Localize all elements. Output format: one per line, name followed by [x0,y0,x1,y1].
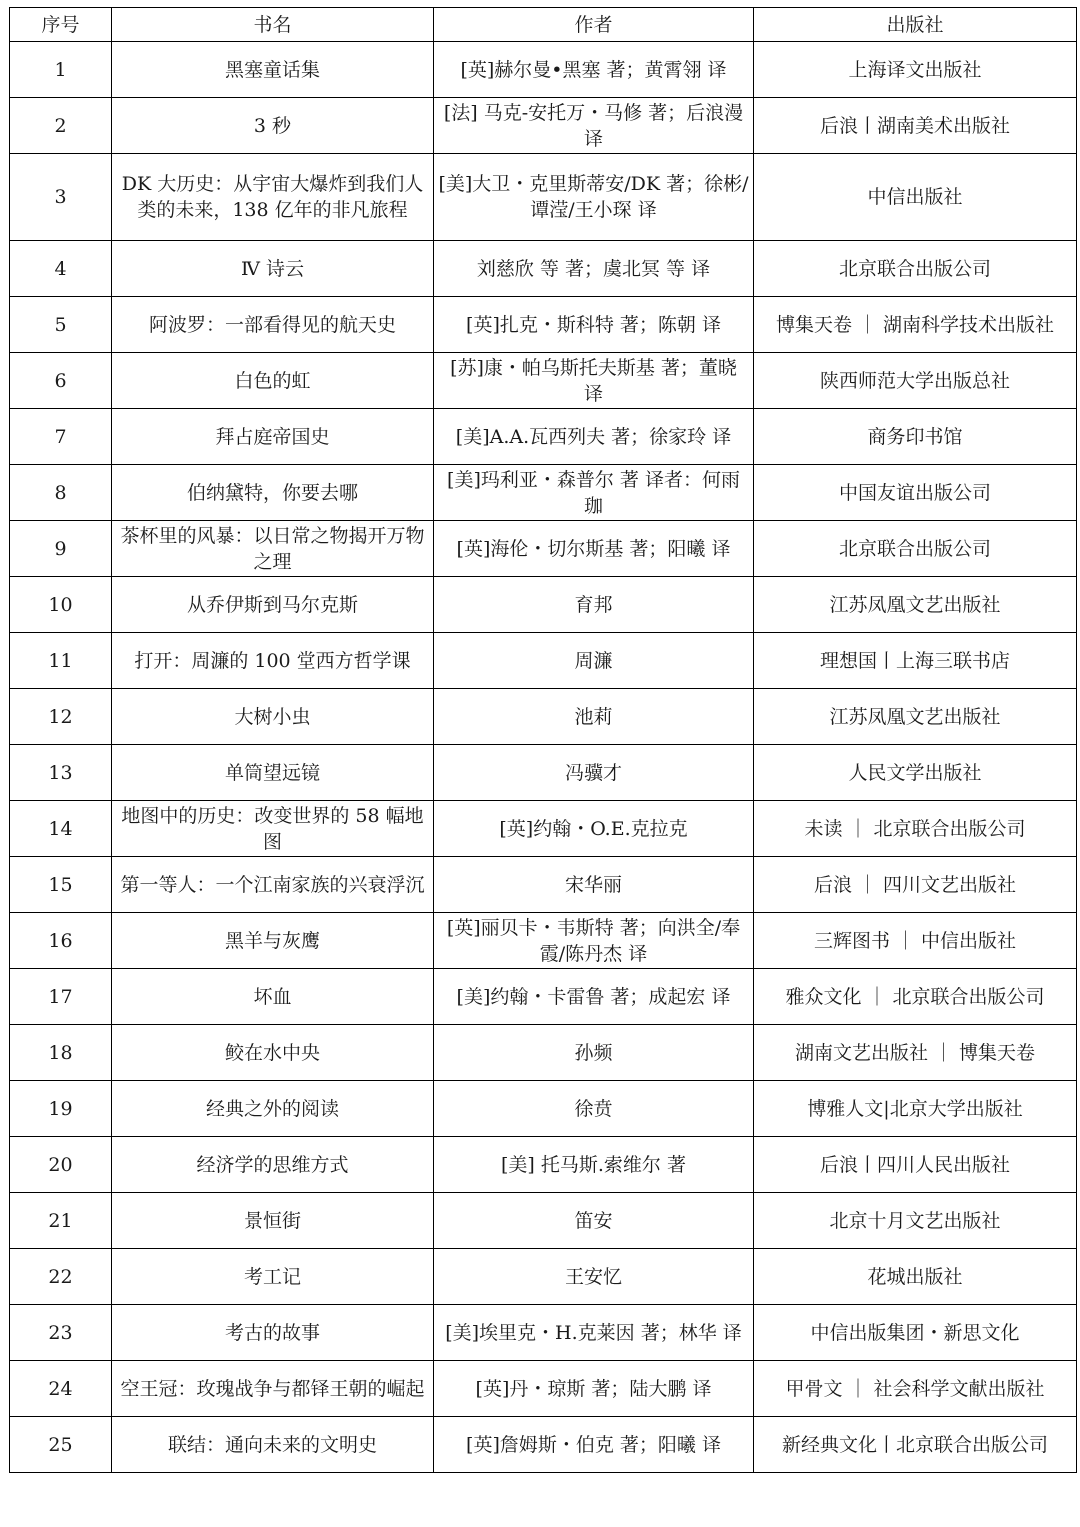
cell-number: 16 [10,913,112,969]
cell-author: [英]约翰・O.E.克拉克 [434,801,754,857]
cell-title: 第一等人：一个江南家族的兴衰浮沉 [112,857,434,913]
cell-title: 黑羊与灰鹰 [112,913,434,969]
table-row [10,913,1077,969]
cell-number: 8 [10,465,112,521]
table-row [10,98,1077,154]
cell-author: [英]丹・琼斯 著；陆大鹏 译 [434,1361,754,1417]
table-row [10,154,1077,241]
cell-author: 冯骥才 [434,745,754,801]
cell-title: 阿波罗：一部看得见的航天史 [112,297,434,353]
cell-title: 景恒街 [112,1193,434,1249]
cell-author: 笛安 [434,1193,754,1249]
cell-publisher: 北京联合出版公司 [754,521,1077,577]
cell-number: 3 [10,154,112,241]
cell-publisher: 后浪丨湖南美术出版社 [754,98,1077,154]
cell-author: [法] 马克-安托万・马修 著；后浪漫 译 [434,98,754,154]
table-row [10,1193,1077,1249]
cell-number: 19 [10,1081,112,1137]
table-row [10,1305,1077,1361]
cell-publisher: 陕西师范大学出版总社 [754,353,1077,409]
table-row [10,1081,1077,1137]
cell-author: 周濂 [434,633,754,689]
cell-title: 黑塞童话集 [112,42,434,98]
cell-author: 池莉 [434,689,754,745]
cell-number: 11 [10,633,112,689]
table-row [10,857,1077,913]
cell-publisher: 新经典文化丨北京联合出版公司 [754,1417,1077,1473]
table-row [10,1025,1077,1081]
cell-publisher: 商务印书馆 [754,409,1077,465]
cell-number: 17 [10,969,112,1025]
table-row [10,521,1077,577]
cell-title: 3 秒 [112,98,434,154]
cell-publisher: 中信出版集团・新思文化 [754,1305,1077,1361]
cell-title: 单筒望远镜 [112,745,434,801]
cell-publisher: 中信出版社 [754,154,1077,241]
cell-number: 1 [10,42,112,98]
cell-publisher: 后浪丨四川人民出版社 [754,1137,1077,1193]
book-list-table [9,7,1077,1473]
cell-title: 经典之外的阅读 [112,1081,434,1137]
cell-publisher: 博雅人文|北京大学出版社 [754,1081,1077,1137]
table-header-row [10,8,1077,42]
cell-title: 联结：通向未来的文明史 [112,1417,434,1473]
cell-number: 23 [10,1305,112,1361]
table-body [10,42,1077,1473]
cell-author: [英]赫尔曼•黑塞 著；黄霄翎 译 [434,42,754,98]
cell-publisher: 理想国丨上海三联书店 [754,633,1077,689]
cell-number: 22 [10,1249,112,1305]
cell-publisher: 花城出版社 [754,1249,1077,1305]
table-row [10,1417,1077,1473]
cell-publisher: 北京联合出版公司 [754,241,1077,297]
table-row [10,801,1077,857]
cell-publisher: 中国友谊出版公司 [754,465,1077,521]
cell-title: 茶杯里的风暴：以日常之物揭开万物之理 [112,521,434,577]
cell-number: 9 [10,521,112,577]
table-row [10,1361,1077,1417]
table-row [10,297,1077,353]
cell-author: [苏]康・帕乌斯托夫斯基 著；董晓 译 [434,353,754,409]
cell-author: [美]埃里克・H.克莱因 著；林华 译 [434,1305,754,1361]
table-row [10,353,1077,409]
cell-number: 10 [10,577,112,633]
cell-number: 7 [10,409,112,465]
cell-number: 25 [10,1417,112,1473]
cell-author: [英]丽贝卡・韦斯特 著；向洪全/奉霞/陈丹杰 译 [434,913,754,969]
cell-publisher: 上海译文出版社 [754,42,1077,98]
cell-publisher: 北京十月文艺出版社 [754,1193,1077,1249]
cell-number: 13 [10,745,112,801]
cell-title: 空王冠：玫瑰战争与都铎王朝的崛起 [112,1361,434,1417]
cell-publisher: 湖南文艺出版社 ｜ 博集天卷 [754,1025,1077,1081]
cell-author: [美]A.A.瓦西列夫 著；徐家玲 译 [434,409,754,465]
table-row [10,409,1077,465]
cell-title: 白色的虹 [112,353,434,409]
cell-title: 经济学的思维方式 [112,1137,434,1193]
cell-number: 15 [10,857,112,913]
cell-title: 坏血 [112,969,434,1025]
cell-publisher: 后浪 ｜ 四川文艺出版社 [754,857,1077,913]
header-number: 序号 [10,8,112,42]
table-row [10,633,1077,689]
cell-publisher: 人民文学出版社 [754,745,1077,801]
cell-author: [英]海伦・切尔斯基 著；阳曦 译 [434,521,754,577]
header-publisher: 出版社 [754,8,1077,42]
table-row [10,1137,1077,1193]
cell-author: 孙频 [434,1025,754,1081]
cell-publisher: 江苏凤凰文艺出版社 [754,689,1077,745]
cell-author: [美]大卫・克里斯蒂安/DK 著；徐彬/谭滢/王小琛 译 [434,154,754,241]
cell-author: 王安忆 [434,1249,754,1305]
cell-title: 鲛在水中央 [112,1025,434,1081]
header-author: 作者 [434,8,754,42]
table-row [10,745,1077,801]
header-title: 书名 [112,8,434,42]
cell-title: 拜占庭帝国史 [112,409,434,465]
cell-author: 刘慈欣 等 著；虞北冥 等 译 [434,241,754,297]
cell-publisher: 未读 ｜ 北京联合出版公司 [754,801,1077,857]
cell-author: 徐贲 [434,1081,754,1137]
table-row [10,1249,1077,1305]
cell-author: [英]詹姆斯・伯克 著；阳曦 译 [434,1417,754,1473]
cell-author: [美]玛利亚・森普尔 著 译者：何雨珈 [434,465,754,521]
cell-author: 育邦 [434,577,754,633]
cell-author: [美]约翰・卡雷鲁 著；成起宏 译 [434,969,754,1025]
table-row [10,969,1077,1025]
cell-number: 21 [10,1193,112,1249]
table-row [10,689,1077,745]
cell-title: Ⅳ 诗云 [112,241,434,297]
table-row [10,42,1077,98]
cell-title: 大树小虫 [112,689,434,745]
cell-title: 考工记 [112,1249,434,1305]
cell-author: [英]扎克・斯科特 著；陈朝 译 [434,297,754,353]
cell-number: 14 [10,801,112,857]
cell-number: 12 [10,689,112,745]
cell-number: 24 [10,1361,112,1417]
cell-number: 6 [10,353,112,409]
cell-publisher: 雅众文化 ｜ 北京联合出版公司 [754,969,1077,1025]
cell-title: 伯纳黛特，你要去哪 [112,465,434,521]
cell-title: 从乔伊斯到马尔克斯 [112,577,434,633]
cell-number: 5 [10,297,112,353]
cell-title: 地图中的历史：改变世界的 58 幅地图 [112,801,434,857]
table-row [10,465,1077,521]
cell-title: DK 大历史：从宇宙大爆炸到我们人类的未来，138 亿年的非凡旅程 [112,154,434,241]
cell-number: 2 [10,98,112,154]
cell-author: [美] 托马斯.索维尔 著 [434,1137,754,1193]
table-row [10,241,1077,297]
cell-publisher: 三辉图书 ｜ 中信出版社 [754,913,1077,969]
cell-number: 20 [10,1137,112,1193]
cell-number: 18 [10,1025,112,1081]
cell-title: 打开：周濂的 100 堂西方哲学课 [112,633,434,689]
cell-title: 考古的故事 [112,1305,434,1361]
cell-publisher: 甲骨文 ｜ 社会科学文献出版社 [754,1361,1077,1417]
cell-number: 4 [10,241,112,297]
cell-publisher: 江苏凤凰文艺出版社 [754,577,1077,633]
table-row [10,577,1077,633]
cell-publisher: 博集天卷 ｜ 湖南科学技术出版社 [754,297,1077,353]
cell-author: 宋华丽 [434,857,754,913]
